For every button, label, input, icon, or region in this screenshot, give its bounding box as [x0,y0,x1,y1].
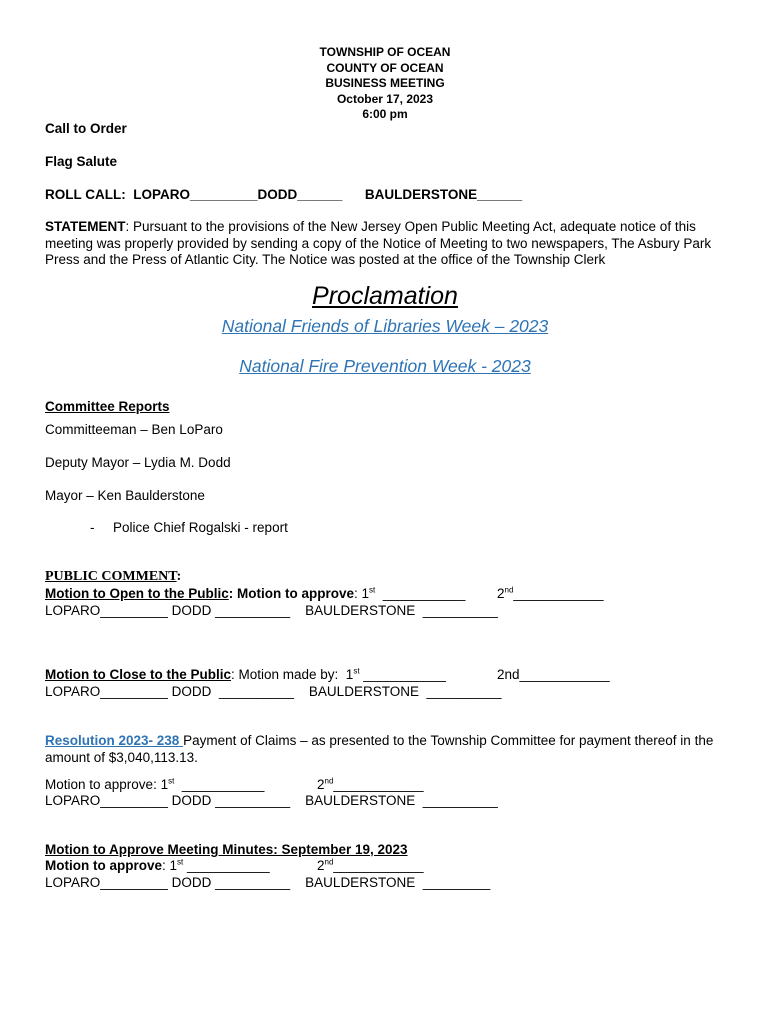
second-label: 2 [317,858,325,873]
flag-salute: Flag Salute [45,154,118,169]
statement-paragraph [45,219,735,269]
second-blank: ____________ [333,858,424,873]
proclamation-libraries-week[interactable]: National Friends of Libraries Week – 2023 [221,316,549,336]
resolution-second [317,777,424,792]
committee-report-baulderstone: Mayor – Ken Baulderstone [45,488,205,503]
call-to-order: Call to Order [45,121,127,136]
st-sup: st [168,776,175,786]
minutes-heading: Motion to Approve Meeting Minutes: September 19, 2023 [45,842,408,857]
second-blank: ____________ [513,586,604,601]
resolution-motion [45,777,264,792]
public-comment-heading [45,569,181,585]
resolution-paragraph [45,733,735,766]
roll-vote-close: LOPARO_________ DODD __________ BAULDERSTONE __________ [45,684,502,699]
st-sup: st [369,585,376,595]
committee-report-dodd: Deputy Mayor – Lydia M. Dodd [45,455,231,470]
bullet-dash: - [90,520,95,535]
motion-close-label: Motion to Close to the Public [45,667,231,682]
header-meeting-type: BUSINESS MEETING [325,76,445,90]
header-county: COUNTY OF OCEAN [326,60,444,75]
second-blank: ____________ [333,777,424,792]
first-label: : 1 [353,586,369,601]
statement-label: STATEMENT [45,219,126,234]
first-blank: ___________ [183,858,270,873]
motion-open-second [497,586,604,601]
motion-close-public [45,667,446,682]
resolution-link[interactable]: Resolution 2023- 238 [45,733,184,748]
proclamation-fire-prevention-week[interactable]: National Fire Prevention Week - 2023 [239,356,531,376]
first-blank: ___________ [359,667,446,682]
motion-made-by: : Motion made by: 1 [231,667,354,682]
committee-report-loparo: Committeeman – Ben LoParo [45,422,223,437]
roll-vote-minutes: LOPARO_________ DODD __________ BAULDERSTONE _________ [45,875,491,890]
roll-vote-open: LOPARO_________ DODD __________ BAULDERSTONE __________ [45,603,498,618]
nd-sup: nd [324,776,334,786]
header-date: October 17, 2023 [336,91,434,106]
motion-close-second: 2nd____________ [497,667,610,682]
st-sup: st [177,857,184,867]
motion-open-label: Motion to Open to the Public [45,586,229,601]
public-comment-colon: : [176,569,182,584]
minutes-motion [45,858,270,873]
minutes-second [317,858,424,873]
public-comment-label: PUBLIC COMMENT [45,569,177,584]
proclamation-title: Proclamation [312,282,458,310]
first-blank: ___________ [375,586,466,601]
committee-report-police-chief: Police Chief Rogalski - report [113,520,288,535]
motion-approve-label: Motion to approve: 1 [45,777,169,792]
roll-call: ROLL CALL: LOPARO_________DODD______ BAULDERSTONE______ [45,187,523,202]
committee-reports-heading: Committee Reports [45,399,170,414]
st-sup: st [353,666,360,676]
statement-text: : Pursuant to the provisions of the New Jersey Open Public Meeting Act, adequate notice of this meeting was properly provided by sending a copy of the Notice of Meeting to two newspapers, The Asbury Park Press and the Press of Atlantic City. The Notice was posted at the office of the Township Clerk [45,219,712,267]
first-blank: ___________ [174,777,265,792]
roll-vote-resolution: LOPARO_________ DODD __________ BAULDERSTONE __________ [45,793,498,808]
nd-sup: nd [504,585,514,595]
resolution-text: Payment of Claims – as presented to the Township Committee for payment thereof in the amount of $3,040,113.13. [45,733,714,765]
nd-sup: nd [324,857,334,867]
meeting-header [0,45,770,123]
motion-approve-label: Motion to approve [45,858,162,873]
motion-open-public [45,586,465,601]
header-time: 6:00 pm [362,107,408,121]
second-label: 2 [497,586,505,601]
first-label: : 1 [162,858,178,873]
second-label: 2 [317,777,325,792]
motion-approve-label: : Motion to approve [228,586,354,601]
header-township: TOWNSHIP OF OCEAN [319,45,451,59]
